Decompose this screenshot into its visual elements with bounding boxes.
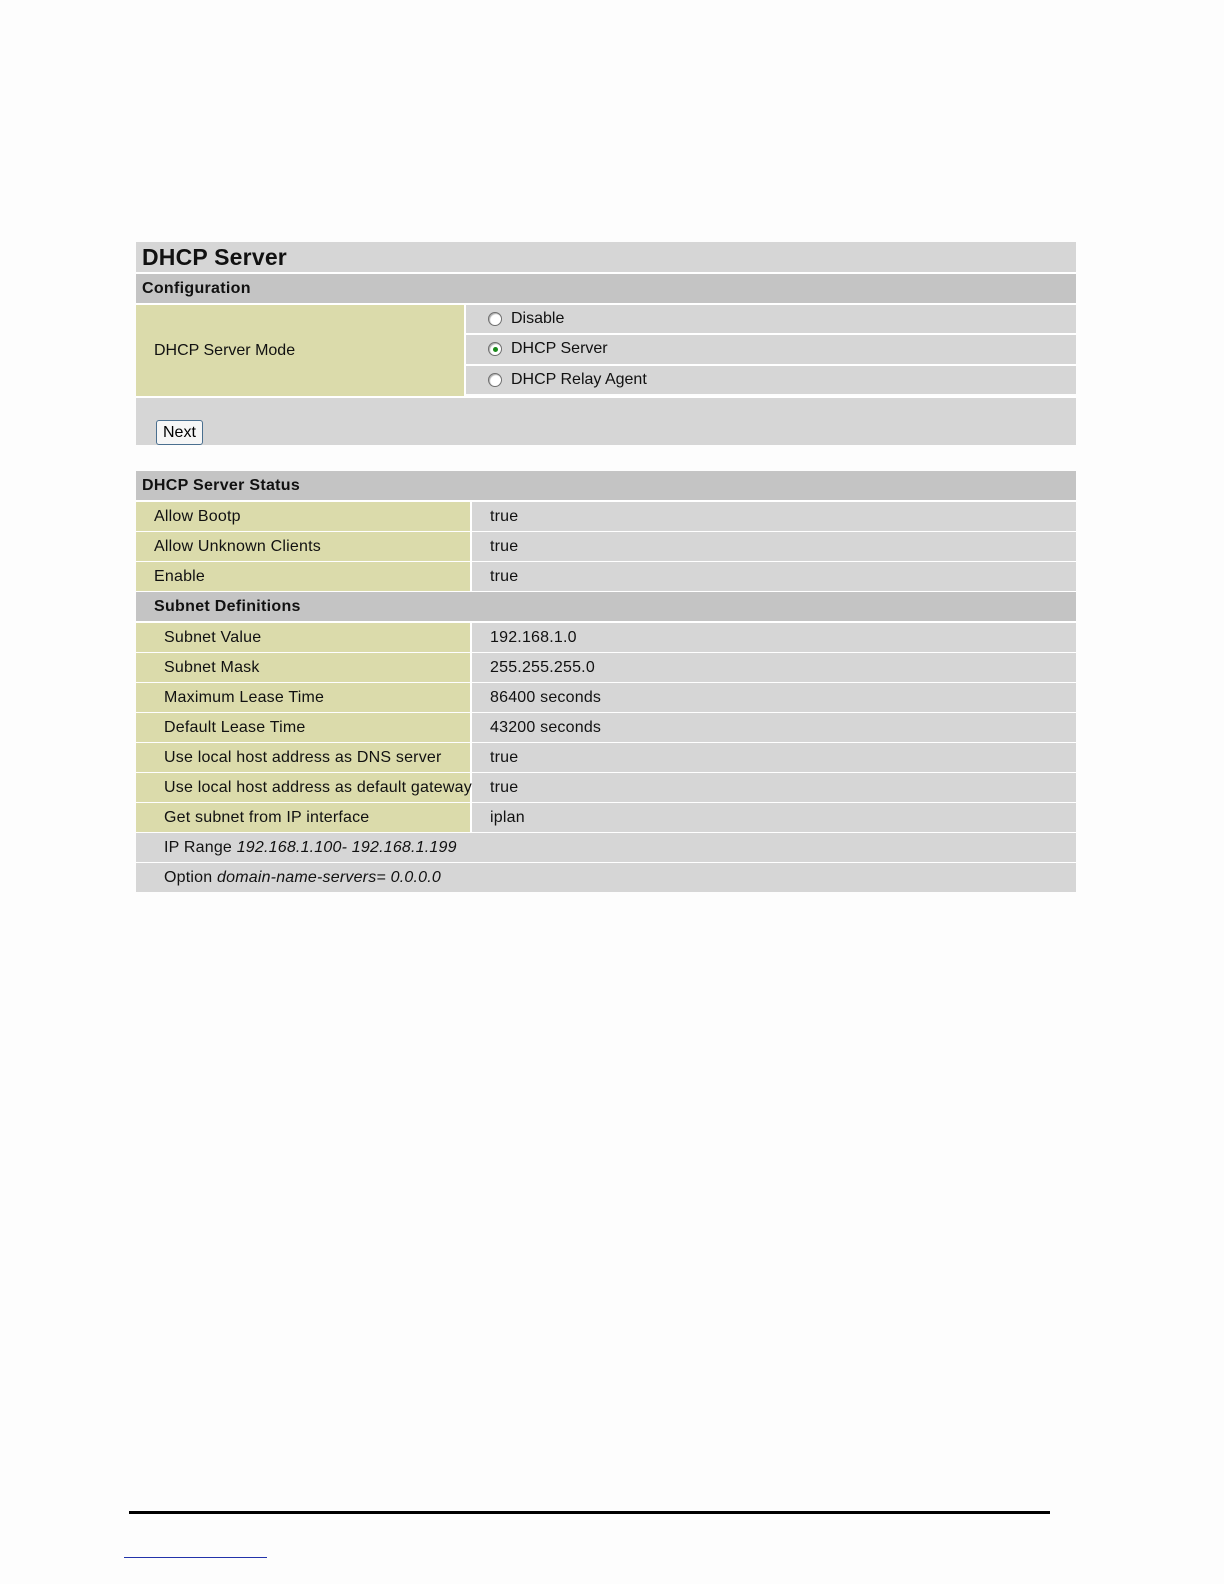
option-label-dhcp-server: DHCP Server	[511, 340, 608, 358]
dhcp-server-status-panel	[136, 471, 1076, 892]
option-value: = 0.0.0.0	[376, 869, 441, 886]
footer-rule	[129, 1511, 1050, 1514]
footer-link-underline	[124, 1557, 267, 1558]
mode-option-disable[interactable]	[466, 305, 1076, 335]
table-row	[136, 713, 1076, 743]
radio-dhcp-server[interactable]	[488, 342, 502, 356]
table-row	[136, 532, 1076, 562]
option-row	[136, 863, 1076, 892]
ip-range-value: 192.168.1.100- 192.168.1.199	[236, 839, 457, 856]
option-label-disable: Disable	[511, 310, 565, 328]
table-row	[136, 502, 1076, 532]
table-row	[136, 683, 1076, 713]
row-value: 255.255.255.0	[472, 653, 1076, 682]
status-header: DHCP Server Status	[136, 471, 1076, 502]
row-key: Maximum Lease Time	[136, 683, 472, 712]
row-value: true	[472, 743, 1076, 772]
ip-range-label: IP Range	[164, 839, 233, 856]
table-row	[136, 653, 1076, 683]
mode-option-dhcp-relay-agent[interactable]	[466, 366, 1076, 394]
dhcp-server-mode-row	[136, 305, 1076, 398]
table-row	[136, 743, 1076, 773]
table-row	[136, 562, 1076, 592]
table-row	[136, 773, 1076, 803]
row-key: Allow Bootp	[136, 502, 472, 531]
dhcp-server-mode-label: DHCP Server Mode	[136, 305, 466, 396]
row-value: 192.168.1.0	[472, 623, 1076, 652]
configuration-panel	[136, 242, 1076, 445]
row-value: 86400 seconds	[472, 683, 1076, 712]
option-label: Option	[164, 869, 213, 886]
row-key: Enable	[136, 562, 472, 591]
dhcp-server-mode-options	[466, 305, 1076, 396]
row-key: Subnet Mask	[136, 653, 472, 682]
row-value: true	[472, 562, 1076, 591]
row-value: iplan	[472, 803, 1076, 832]
row-value: true	[472, 532, 1076, 561]
table-row	[136, 623, 1076, 653]
radio-disable[interactable]	[488, 312, 502, 326]
configuration-header: Configuration	[136, 274, 1076, 305]
row-key: Allow Unknown Clients	[136, 532, 472, 561]
subnet-definitions-header: Subnet Definitions	[136, 592, 1076, 623]
ip-range-row	[136, 833, 1076, 863]
row-value: true	[472, 773, 1076, 802]
row-key: Use local host address as default gateway	[136, 773, 472, 802]
row-key: Subnet Value	[136, 623, 472, 652]
page-title: DHCP Server	[136, 242, 1076, 274]
row-value: 43200 seconds	[472, 713, 1076, 742]
option-name: domain-name-servers	[217, 869, 377, 886]
row-key: Use local host address as DNS server	[136, 743, 472, 772]
button-area	[136, 398, 1076, 445]
row-key: Default Lease Time	[136, 713, 472, 742]
next-button[interactable]: Next	[156, 420, 203, 445]
radio-dhcp-relay-agent[interactable]	[488, 373, 502, 387]
row-key: Get subnet from IP interface	[136, 803, 472, 832]
row-value: true	[472, 502, 1076, 531]
option-label-dhcp-relay-agent: DHCP Relay Agent	[511, 370, 647, 388]
mode-option-dhcp-server[interactable]	[466, 335, 1076, 365]
table-row	[136, 803, 1076, 833]
